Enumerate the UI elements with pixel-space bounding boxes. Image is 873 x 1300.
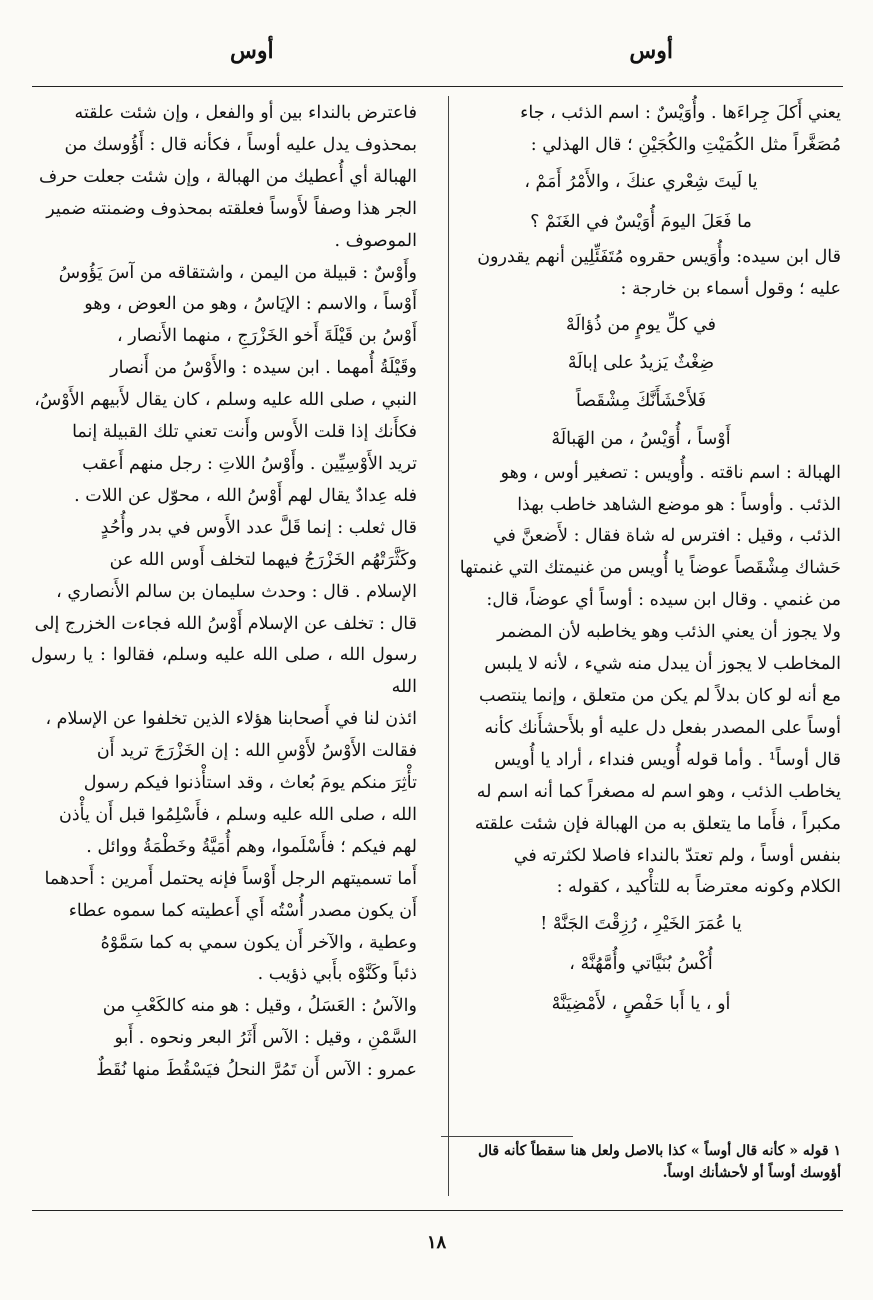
text-line: أَما تسميتهم الرجل أَوْساً فإنه يحتمل أَمرين : أَحدهما bbox=[44, 868, 417, 889]
text-line: أَن يكون مصدر أُسْتُه أَي أَعطيته كما سموه عطاء bbox=[68, 900, 417, 921]
text-line: ائذن لنا في أَصحابنا هؤلاء الذين تخلفوا عن الإسلام ، bbox=[45, 709, 417, 730]
footnote-rule bbox=[441, 1136, 573, 1137]
header-left-word: أوس bbox=[230, 38, 274, 64]
footnote-line: ١ قوله « كأنه قال أوساً » كذا بالاصل ولعل هنا سقطاً كأنه قال bbox=[477, 1143, 841, 1159]
text-line: والآسُ : العَسَلُ ، وقيل : هو منه كالكَعْبِ من bbox=[102, 996, 417, 1017]
text-line: الكلام وكونه معترضاً به للتأْكيد ، كقوله : bbox=[556, 877, 841, 898]
verse-line: أو ، يا أَبا حَفْصٍ ، لأَمْضِيَنَّهْ bbox=[551, 994, 731, 1015]
text-line: قال ابن سيده: وأُوَيس حقروه مُتَفَئِّلِين أنهم يقدرون bbox=[477, 246, 841, 267]
text-line: فاعترض بالنداء بين أو والفعل ، وإن شئت علقته bbox=[74, 103, 417, 123]
verse-line: في كلِّ يومٍ من ذُؤالَهْ bbox=[565, 314, 717, 335]
text-line: الله ، صلى الله عليه وسلم ، فأَسْلِمُوا قبل أَن يأْذن bbox=[59, 804, 417, 825]
text-line: الذئب ، وقيل : افترس له شاة فقال : لأَضعنَّ في bbox=[492, 526, 841, 547]
header-right-word: أوس bbox=[629, 38, 673, 64]
text-line: مكبراً ، فأَما ما يتعلق به من الهبالة فإن شئت علقته bbox=[474, 813, 841, 834]
footnote bbox=[441, 1140, 841, 1184]
text-line: أَوْسُ بن قَيْلَةَ أَخو الخَزْرَجِ ، منهما الأَنصار ، bbox=[117, 326, 417, 347]
text-line: قال أوساً¹ . وأما قوله أُويس فنداء ، أراد يا أُويس bbox=[494, 749, 841, 770]
text-line: ذئباً وكَنَّوْه بأَبي ذؤيب . bbox=[257, 964, 417, 985]
text-line: بمحذوف يدل عليه أوساً ، فكأنه قال : أَؤُوسك من bbox=[64, 134, 417, 155]
verse-line: أَوْساً ، أُوَيْسُ ، من الهَبالَهْ bbox=[551, 428, 731, 449]
text-line: فقالت الأَوْسُ لأَوْسِ الله : إن الخَزْرَجَ تريد أَن bbox=[96, 741, 417, 762]
text-line: وأَوْسٌ : قبيلة من اليمن ، واشتقاقه من آسَ يَؤُوسُ bbox=[58, 262, 417, 283]
text-line: تأْثِرَ منكم يومَ بُعاث ، وقد استأْذنوا فيكم رسول bbox=[83, 773, 417, 794]
text-line: لهم فيكم ؛ فأَسْلَموا، وهم أُمَيَّةُ وخَطْمَةُ ووائل . bbox=[86, 836, 417, 857]
text-line: الذئب . وأوساً : هو موضع الشاهد خاطب بهذا bbox=[517, 494, 841, 515]
text-line: أوساً على المصدر بفعل دل عليه أو بلأَحشأَنك كأنه bbox=[484, 717, 841, 738]
text-line: الجر هذا وصفاً لأَوساً فعلقته بمحذوف وضمنته ضمير bbox=[46, 198, 417, 219]
text-line: الهبالة : اسم ناقته . وأُويس : تصغير أوس ، وهو bbox=[500, 462, 841, 483]
text-line: يعني أَكلَ جِراءَها . وأُوَيْسٌ : اسم الذئب ، جاء bbox=[520, 103, 841, 123]
footnote-line: أؤوسك أوساً أو لأحشأنك اوساً. bbox=[662, 1165, 841, 1181]
text-line: فله عِدادٌ يقال لهم أَوْسُ الله ، محوّل عن اللات . bbox=[74, 485, 417, 506]
text-line: وكَثَّرَتْهُم الخَزْرَجُ فيهما لتخلف أَوس الله عن bbox=[109, 549, 417, 570]
text-line: قال : تخلف عن الإسلام أَوْسُ الله فجاءت الخزرج إلى bbox=[34, 613, 417, 634]
left-column bbox=[31, 98, 417, 1087]
text-line: عمرو : الآس أَن تَمُرَّ النحلُ فيَسْقُطَ منها نُقَطٌ bbox=[96, 1060, 417, 1081]
text-line: مع أنه لو كان بدلاً لم يكن من متعلق ، وإنما ينتصب bbox=[478, 685, 841, 706]
text-line: تريد الأَوْسِيِّين . وأَوْسُ اللاتِ : رجل منهم أَعقب bbox=[82, 453, 417, 474]
text-line: المخاطب لا يجوز أن يبدل منه شيء ، لأنه لا يلبس bbox=[484, 654, 841, 675]
verse-line: أُكْسُ بُنَيَّاتي وأُمَّهُنَّهْ ، bbox=[569, 954, 713, 975]
text-line: يخاطب الذئب ، وهو اسم له مصغراً كما أنه اسم له bbox=[476, 781, 841, 802]
text-line: فكأَنك إذا قلت الأَوس وأَنت تعني تلك القبيلة إنما bbox=[72, 422, 417, 443]
text-line: بنفس أوساً ، ولم تعتدّ بالنداء فاصلا لكثرته في bbox=[513, 845, 841, 866]
footer-rule bbox=[32, 1210, 843, 1211]
verse-line: يا لَيتَ شِعْري عنكَ ، والأَمْرُ أَمَمْ ، bbox=[524, 171, 758, 192]
text-line: من غنمي . وقال ابن سيده : أوساً أي عوضاً، قال: bbox=[486, 590, 841, 611]
header-rule bbox=[32, 86, 843, 87]
text-line: النبي ، صلى الله عليه وسلم ، كان يقال لأَبيهم الأَوْسُ، bbox=[34, 390, 417, 411]
text-line: قال ثعلب : إنما قَلَّ عدد الأَوس في بدر وأُحُدٍ bbox=[100, 517, 417, 538]
text-line: حَشاك مِشْقَصاً عوضاً يا أُويس من غنيمتك التي غنمتها bbox=[459, 558, 841, 579]
verse-line: فَلأَحْشَأَنَّكَ مِشْقَصاً bbox=[575, 390, 707, 411]
text-line: أَوْساً ، والاسم : الإيَاسُ ، وهو من العوض ، وهو bbox=[84, 294, 417, 315]
text-line: رسول الله ، صلى الله عليه وسلم، فقالوا : يا رسول الله bbox=[31, 645, 417, 698]
verse-line: ما فَعَلَ اليومَ أُوَيْسٌ في الغَنَمْ ؟ bbox=[530, 211, 752, 232]
text-line: السَّمْنِ ، وقيل : الآس أَثَرُ البعر ونحوه . أَبو bbox=[114, 1028, 417, 1049]
text-line: مُصَغَّراً مثل الكُمَيْتِ والكُجَيْنِ ؛ قال الهذلي : bbox=[530, 134, 841, 155]
text-line: الإسلام . قال : وحدث سليمان بن سالم الأَنصاري ، bbox=[56, 581, 417, 602]
verse-line: ضِغْثٌ يَزيدُ على إبالَهْ bbox=[567, 352, 715, 373]
text-line: وعطية ، والآخر أَن يكون سمي به كما سَمَّوْهُ bbox=[100, 932, 417, 953]
verse-line: يا عُمَرَ الخَيْرِ ، رُزِقْتَ الجَنَّهْ ! bbox=[540, 914, 742, 935]
text-line: وقَيْلَةُ أُمهما . ابن سيده : والأَوْسُ من أَنصار bbox=[110, 358, 417, 379]
page-number: ١٨ bbox=[426, 1232, 447, 1253]
right-column bbox=[441, 98, 841, 1024]
text-line: الموصوف . bbox=[334, 230, 417, 251]
text-line: الهبالة أي أُعطيك من الهبالة ، وإن شئت جعلت حرف bbox=[39, 166, 417, 187]
text-line: عليه ؛ وقول أسماء بن خارجة : bbox=[620, 278, 841, 299]
text-line: ولا يجوز أن يعني الذئب وهو يخاطبه لأن المضمر bbox=[497, 622, 841, 643]
